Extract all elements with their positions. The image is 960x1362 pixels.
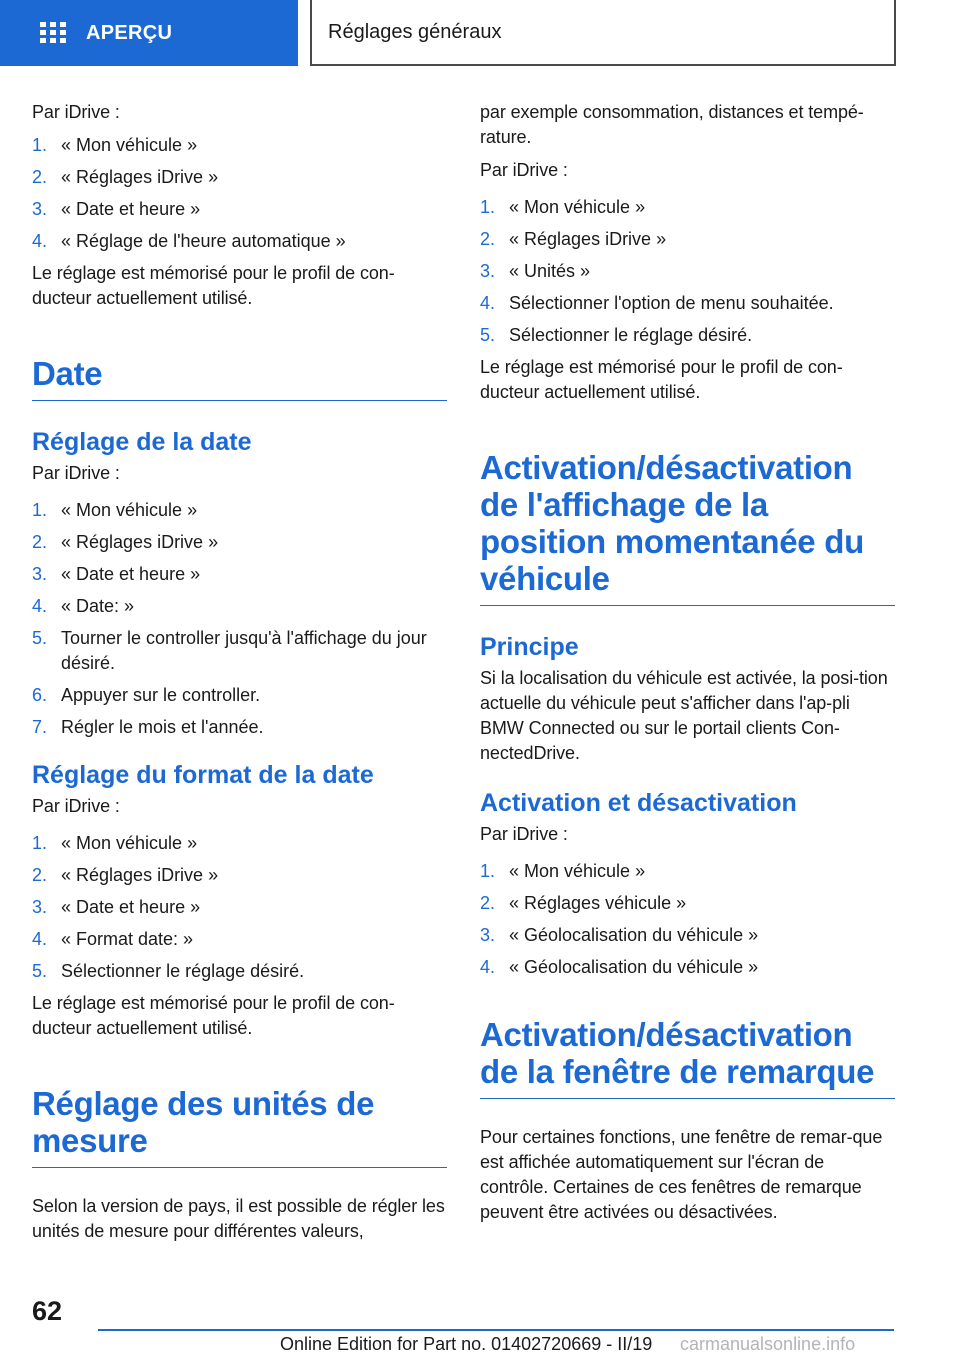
list-item: 1. « Mon véhicule » [32, 500, 198, 520]
units-paragraph: Selon la version de pays, il est possible de régler les unités de mesure pour différentes valeurs, [32, 1196, 445, 1241]
date-format-title: Réglage du format de la date [32, 761, 374, 789]
position-chapter-title: Activation/désactivation de l'affichage de la position momentanée du véhicule [480, 449, 895, 606]
list-item: 2. « Réglages iDrive » [32, 167, 219, 187]
date-format-steps [32, 831, 447, 984]
activation-paragraph: Par iDrive : [480, 824, 568, 844]
list-item: 5. Tourner le controller jusqu'à l'affichage du jour désiré. [32, 628, 427, 673]
list-item: 1. « Mon véhicule » [480, 197, 646, 217]
list-item: 6. Appuyer sur le controller. [32, 685, 261, 705]
activation-title: Activation et désactivation [480, 789, 797, 817]
intro-steps [32, 133, 447, 254]
list-item: 4. « Réglage de l'heure automatique » [32, 231, 346, 251]
list-item: 4. Sélectionner l'option de menu souhaitée. [480, 293, 834, 313]
date-setting-title: Réglage de la date [32, 428, 252, 456]
list-item: 4. « Format date: » [32, 929, 194, 949]
units-continued-paragraph: par exemple consommation, distances et tempé‐rature. [480, 102, 864, 147]
date-format-paragraph: Par iDrive : [32, 796, 120, 816]
edition-text: Online Edition for Part no. 01402720669 - II/19 [280, 1334, 653, 1354]
list-item: 3. « Date et heure » [32, 897, 201, 917]
list-item: 3. « Date et heure » [32, 564, 201, 584]
principle-title: Principe [480, 633, 579, 661]
intro-paragraph: Par iDrive : [32, 102, 120, 122]
list-item: 2. « Réglages véhicule » [480, 893, 687, 913]
list-item: 3. « Unités » [480, 261, 591, 281]
list-item: 1. « Mon véhicule » [32, 833, 198, 853]
list-item: 7. Régler le mois et l'année. [32, 717, 264, 737]
overview-tab[interactable] [0, 0, 298, 66]
right-column [480, 100, 895, 1233]
section-header [310, 0, 896, 66]
overview-tab-label: APERÇU [86, 21, 173, 44]
list-item: 3. « Date et heure » [32, 199, 201, 219]
intro-note: Le réglage est mémorisé pour le profil de con‐ducteur actuellement utilisé. [32, 263, 395, 308]
note-window-chapter-title: Activation/désactivation de la fenêtre de remarque [480, 1016, 895, 1099]
watermark-text: carmanualsonline.info [680, 1334, 856, 1354]
list-item: 1. « Mon véhicule » [32, 135, 198, 155]
grid-menu-icon [40, 22, 66, 44]
units-chapter-title: Réglage des unités de mesure [32, 1085, 447, 1168]
list-item: 4. « Géolocalisation du véhicule » [480, 957, 759, 977]
list-item: 2. « Réglages iDrive » [480, 229, 667, 249]
units-note: Le réglage est mémorisé pour le profil de con‐ducteur actuellement utilisé. [480, 357, 843, 402]
list-item: 2. « Réglages iDrive » [32, 532, 219, 552]
date-setting-steps [32, 498, 447, 740]
list-item: 5. Sélectionner le réglage désiré. [480, 325, 753, 345]
list-item: 4. « Date: » [32, 596, 135, 616]
left-column [32, 100, 447, 1252]
page-number: 62 [32, 1296, 63, 1326]
units-idrive-paragraph: Par iDrive : [480, 160, 568, 180]
units-steps [480, 195, 895, 348]
date-chapter-title: Date [32, 355, 447, 401]
list-item: 5. Sélectionner le réglage désiré. [32, 961, 305, 981]
date-setting-paragraph: Par iDrive : [32, 463, 120, 483]
date-format-note: Le réglage est mémorisé pour le profil de con‐ducteur actuellement utilisé. [32, 993, 395, 1038]
section-breadcrumb: Réglages généraux [328, 20, 502, 43]
list-item: 1. « Mon véhicule » [480, 861, 646, 881]
activation-steps [480, 859, 895, 980]
principle-paragraph: Si la localisation du véhicule est activée, la posi‐tion actuelle du véhicule peut s'afficher dans l'ap‐pli BMW Connected ou sur le portail clients Con‐nectedDrive. [480, 668, 888, 763]
list-item: 2. « Réglages iDrive » [32, 865, 219, 885]
footer-divider [98, 1329, 894, 1331]
note-window-paragraph: Pour certaines fonctions, une fenêtre de remar‐que est affichée automatiquement sur l'écran de contrôle. Certaines de ces fenêtres de remarque peuvent être activées ou désactivées. [480, 1127, 883, 1222]
list-item: 3. « Géolocalisation du véhicule » [480, 925, 759, 945]
